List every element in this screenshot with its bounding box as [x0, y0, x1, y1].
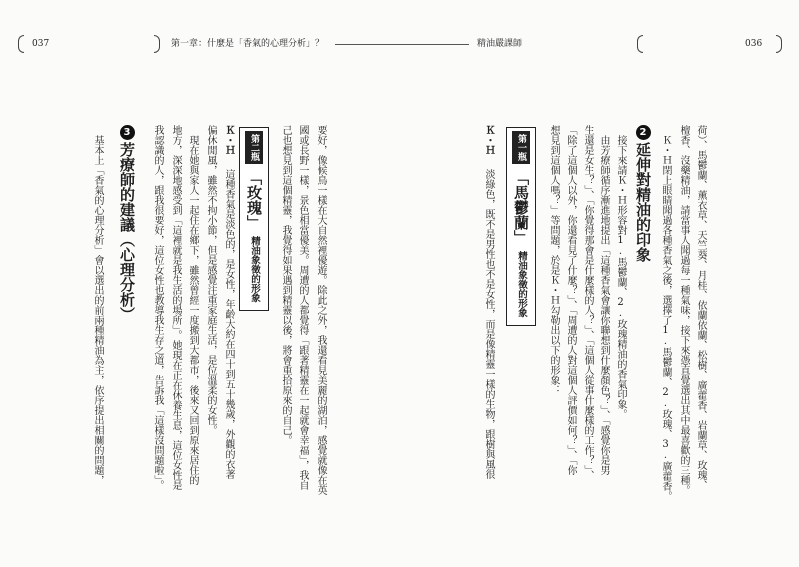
text-column: 偏休閒風，雖然不拘小節，但是感覺注重家庭生活，是位溫柔的女性。 — [205, 125, 216, 435]
bottle-label: 第二瓶 — [245, 131, 263, 164]
bottle-caption: 精油象徵的形象 — [249, 236, 260, 303]
bottle-box-marjoram — [506, 127, 536, 326]
heading-text: 延伸對精油的印象 — [634, 142, 652, 262]
text-column: 基本上「香氣的心理分析」會以選出的前兩種精油為主，依序提出相關的問題， — [92, 135, 103, 485]
bottle-box-rose — [239, 127, 269, 311]
text-column: 生還是女生？」、「你覺得那會是什麼樣的人？」、「這個人從事什麼樣的工作？」、 — [582, 125, 593, 480]
text-column: 我認識的人，跟我很要好，這位女性也教導我生存之道，告訴我「這樣沒問題啦」。 — [152, 125, 163, 490]
speaker-name: Ｋ・Ｈ — [223, 125, 234, 155]
header-rule — [335, 44, 469, 45]
text-column: 荷）、馬鬱蘭、薰衣草、天竺葵、月桂、依蘭依蘭、松樹、廣藿香、岩蘭草、玫瑰、 — [695, 125, 706, 490]
right-page-number: 036 — [745, 39, 763, 49]
heading-text: 芳療師的建議（心理分析） — [118, 142, 136, 322]
bottle-caption: 精油象徵的形象 — [516, 251, 527, 318]
circled-number: 2 — [636, 125, 651, 140]
speaker-text: 這種香氣是淡色的，是女性，年齡大約在四十到五十幾歲，外觀的衣著 — [223, 169, 234, 479]
header-bracket-mid-left — [154, 35, 160, 53]
header-bracket-mid-right — [637, 35, 643, 53]
speaker-name: Ｋ・Ｈ — [483, 125, 494, 155]
text-column: 國或長野一樣，景色相當優美。周遭的人都覺得「跟著精靈在一起就會幸福」，我自 — [297, 125, 308, 490]
text-column: 現在她與家人一起住在鄉下，雖然曾經一度搬到大都市，後來又回到原來居住的 — [187, 135, 198, 485]
chapter-title: 第一章：什麼是「香氣的心理分析」？ — [171, 39, 325, 49]
header-bracket-right — [776, 35, 782, 53]
speaker-column — [221, 125, 235, 479]
bottle-name: 「馬鬱蘭」 — [512, 170, 530, 245]
text-column: 「除了這個人以外，你還看見了什麼？」、「周遭的人對這個人評價如何？」、「你 — [565, 125, 576, 475]
text-column: 地方，深深地感受到「這裡就是我生活的場所」。她現在正在休養生息，這位女性是 — [170, 125, 181, 490]
text-column: 要好，像候鳥一樣在大自然裡優遊。除此之外，我還看見美麗的湖泊，感覺就像在英 — [315, 125, 326, 495]
text-column: 由芳療師循序漸進地提出「這種香氣會讓你聯想到什麼顏色？」、「感覺你是男 — [598, 135, 609, 475]
section-heading-2 — [633, 125, 653, 262]
bottle-name: 「玫瑰」 — [245, 170, 263, 230]
text-column: Ｋ・Ｈ閉上眼睛聞過各種香氣之後，選擇了1.馬鬱蘭、2.玫瑰、3.廣藿香。 — [660, 135, 671, 501]
header-bracket-left — [18, 35, 24, 53]
section-heading-3 — [117, 125, 137, 322]
speaker-text: 淡綠色，既不是男性也不是女性，而是像精靈一樣的生物，跟樹與風很 — [483, 169, 494, 479]
text-column: 想見到這個人嗎？」等問題，於是Ｋ・Ｈ勾勒出以下的形象： — [548, 125, 559, 395]
book-title: 精油嚴課師 — [477, 39, 523, 49]
circled-number: 3 — [120, 125, 135, 140]
text-column: 己也想見到這個精靈，我覺得如果遇到精靈以後，將會重拾原來的自己。 — [280, 125, 291, 445]
text-column: 接下來請Ｋ・Ｈ形容對1.馬鬱蘭、2.玫瑰精油的香氣印象。 — [615, 135, 626, 419]
left-page-number: 037 — [32, 39, 50, 49]
text-column: 檀香、沒藥精油，請當事人聞過每一種氣味，接下來憑直覺選出其中最喜歡的三種。 — [678, 125, 689, 495]
speaker-column — [481, 125, 495, 479]
bottle-label: 第一瓶 — [512, 131, 530, 164]
